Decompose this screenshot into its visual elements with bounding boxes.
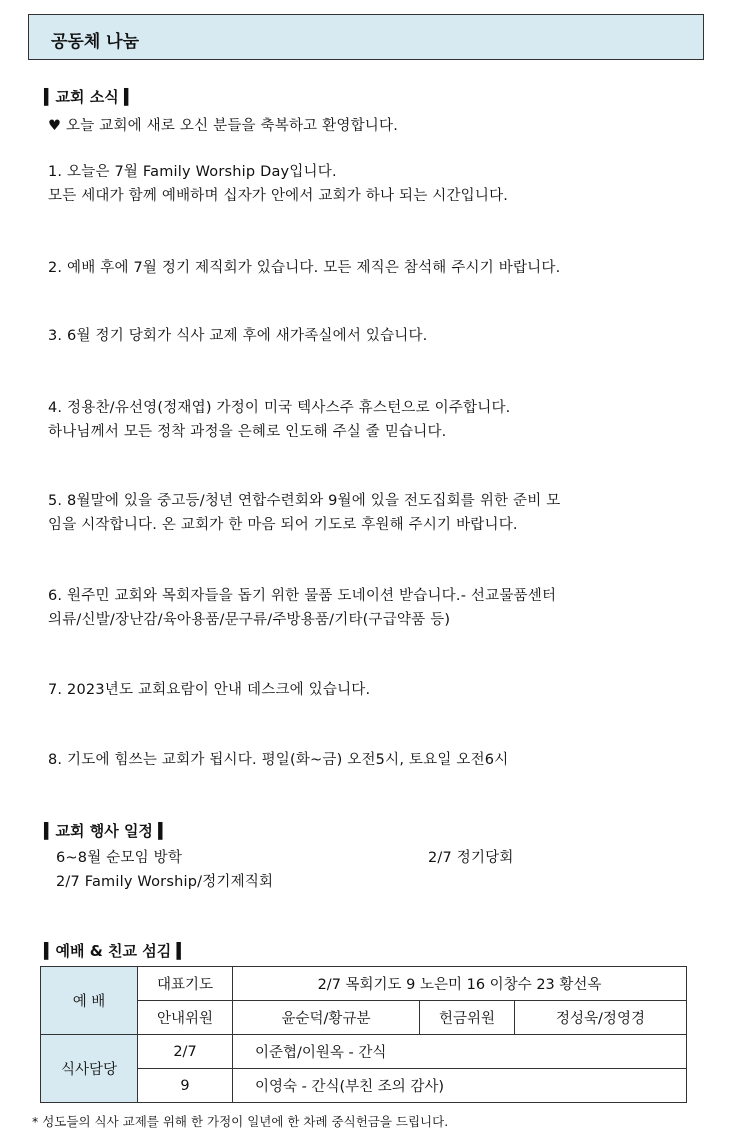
table-row <box>41 1035 687 1069</box>
news-item-5-line-1: 5. 8월말에 있을 중고등/청년 연합수련회와 9월에 있을 전도집회를 위한 준비 모 <box>48 493 561 509</box>
news-item-8: 8. 기도에 힘쓰는 교회가 됩시다. 평일(화~금) 오전5시, 토요일 오전6시 <box>48 752 509 768</box>
serve-table <box>40 966 687 1103</box>
usher-value: 윤순덕/황규분 <box>233 1001 420 1035</box>
news-item-2: 2. 예배 후에 7월 정기 제직회가 있습니다. 모든 제직은 참석해 주시기 바랍니다. <box>48 260 561 276</box>
news-item-3: 3. 6월 정기 당회가 식사 교제 후에 새가족실에서 있습니다. <box>48 328 428 344</box>
offering-label: 헌금위원 <box>420 1001 515 1035</box>
page-title: 공동체 나눔 <box>51 32 140 52</box>
news-item-6-line-2: 의류/신발/장난감/육아용품/문구류/주방용품/기타(구급약품 등) <box>48 612 451 628</box>
table-row <box>41 1069 687 1103</box>
news-item-4-line-2: 하나님께서 모든 정착 과정을 은혜로 인도해 주실 줄 믿습니다. <box>48 424 447 440</box>
meal-date: 9 <box>138 1069 233 1103</box>
meal-value: 이준협/이원옥 - 간식 <box>233 1035 687 1069</box>
event-left-1: 6~8월 순모임 방학 <box>56 850 183 866</box>
meal-value: 이영숙 - 간식(부친 조의 감사) <box>233 1069 687 1103</box>
prayer-label: 대표기도 <box>138 967 233 1001</box>
table-row <box>41 1001 687 1035</box>
events-heading: ▍교회 행사 일정 ▍ <box>44 822 170 840</box>
welcome-text: ♥ 오늘 교회에 새로 오신 분들을 축복하고 환영합니다. <box>48 118 399 134</box>
news-heading: ▍교회 소식 ▍ <box>44 88 136 106</box>
event-left-2: 2/7 Family Worship/정기제직회 <box>56 874 274 890</box>
footnote: * 성도들의 식사 교제를 위해 한 가정이 일년에 한 차례 중식헌금을 드립니다. <box>32 1114 449 1129</box>
worship-label: 예 배 <box>41 967 138 1035</box>
meal-date: 2/7 <box>138 1035 233 1069</box>
news-item-6-line-1: 6. 원주민 교회와 목회자들을 돕기 위한 물품 도네이션 받습니다.- 선교물품센터 <box>48 588 557 604</box>
prayer-value: 2/7 목회기도 9 노은미 16 이창수 23 황선옥 <box>233 967 687 1001</box>
meal-label: 식사담당 <box>41 1035 138 1103</box>
news-item-1-line-1: 1. 오늘은 7월 Family Worship Day입니다. <box>48 164 337 180</box>
news-item-5-line-2: 임을 시작합니다. 온 교회가 한 마음 되어 기도로 후원해 주시기 바랍니다. <box>48 517 518 533</box>
news-item-4-line-1: 4. 정용찬/유선영(정재엽) 가정이 미국 텍사스주 휴스턴으로 이주합니다. <box>48 400 511 416</box>
table-row <box>41 967 687 1001</box>
page-header <box>28 14 704 60</box>
news-item-1-line-2: 모든 세대가 함께 예배하며 십자가 안에서 교회가 하나 되는 시간입니다. <box>48 188 509 204</box>
serve-heading: ▍예배 & 친교 섬김 ▍ <box>44 942 188 960</box>
news-item-7: 7. 2023년도 교회요람이 안내 데스크에 있습니다. <box>48 682 371 698</box>
usher-label: 안내위원 <box>138 1001 233 1035</box>
event-right-1: 2/7 정기당회 <box>428 850 514 866</box>
offering-value: 정성욱/정영경 <box>515 1001 687 1035</box>
